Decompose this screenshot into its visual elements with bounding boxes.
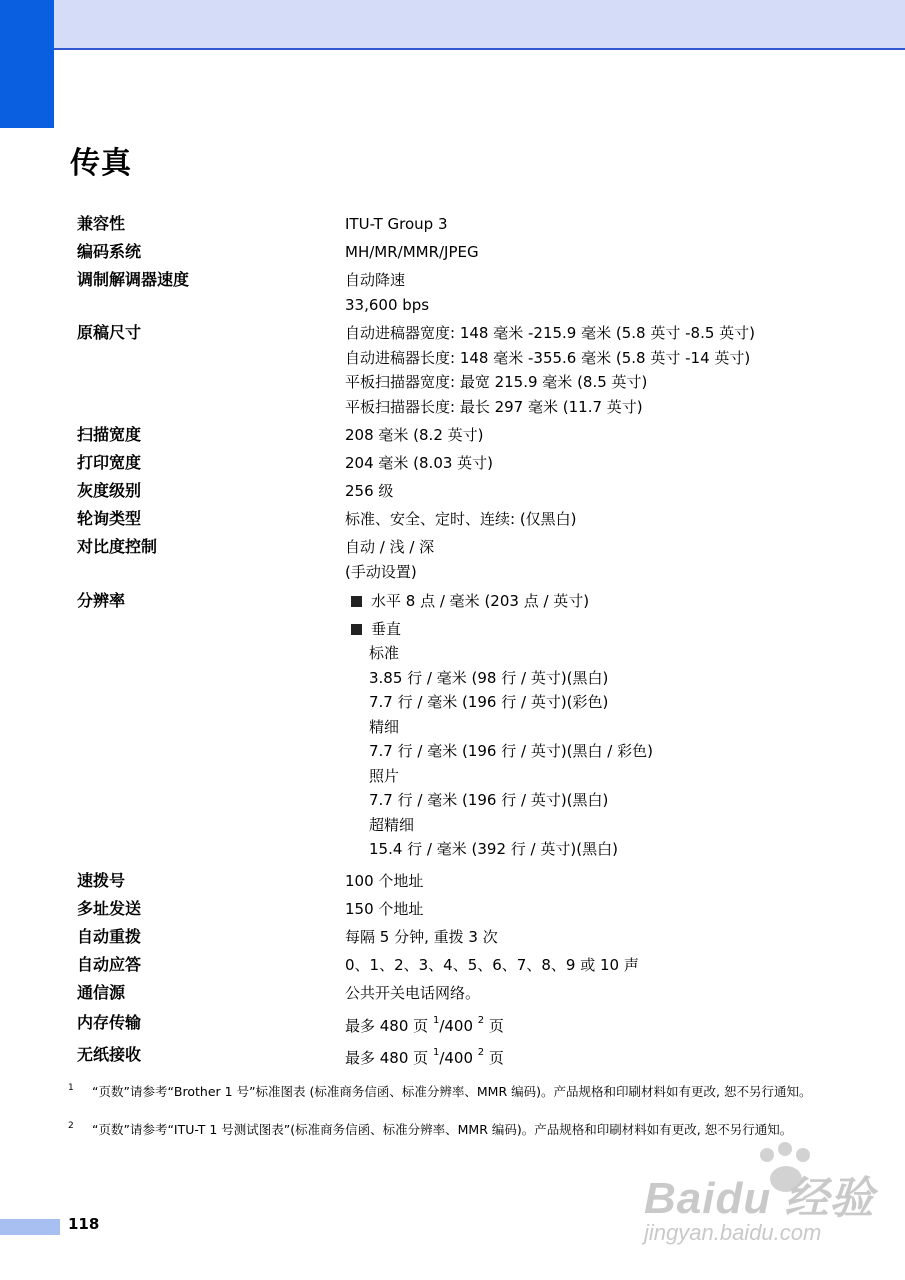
resolution-value: 15.4 行 / 毫米 (392 行 / 英寸)(黑白) <box>369 840 618 858</box>
bullet-square-icon <box>351 624 362 635</box>
spec-value: 208 毫米 (8.2 英寸) <box>345 426 484 444</box>
page-title: 传真 <box>70 146 132 181</box>
resolution-mode: 照片 <box>369 766 400 785</box>
header-band <box>0 0 905 50</box>
spec-value: 最多 480 页 $^1$/400 $^2$ 页 <box>345 1015 504 1035</box>
chapter-tab <box>0 0 54 128</box>
resolution-value: 3.85 行 / 毫米 (98 行 / 英寸)(黑白) <box>369 668 609 687</box>
spec-label: 对比度控制 <box>77 537 158 556</box>
spec-value: 100 个地址 <box>345 872 424 890</box>
resolution-horizontal: 水平 8 点 / 毫米 (203 点 / 英寸) <box>345 589 653 614</box>
page-number: 118 <box>68 1215 100 1233</box>
resolution-mode: 超精细 <box>369 815 415 834</box>
spec-label: 轮询类型 <box>77 509 142 528</box>
footnote-1: 1 “页数”请参考“Brother 1 号”标准图表 (标准商务信函、标准分辨率、MMR 编码)。产品规格和印刷材料如有更改, 恕不另行通知。 <box>68 1083 812 1099</box>
spec-value: 0、1、2、3、4、5、6、7、8、9 或 10 声 <box>345 956 639 974</box>
spec-value: ITU-T Group 3 <box>345 215 448 233</box>
footnote-2: 2 “页数”请参考“ITU-T 1 号测试图表”(标准商务信函、标准分辨率、MMR 编码)。产品规格和印刷材料如有更改, 恕不另行通知。 <box>68 1121 793 1137</box>
resolution-vertical: 垂直 <box>345 617 653 642</box>
spec-label: 分辨率 <box>77 591 126 610</box>
spec-label: 调制解调器速度 <box>77 270 190 289</box>
spec-value: 204 毫米 (8.03 英寸) <box>345 454 494 472</box>
spec-value: 平板扫描器长度: 最长 297 毫米 (11.7 英寸) <box>345 397 643 416</box>
footnote-ref: 1 <box>432 1047 440 1058</box>
footnote-ref: 1 <box>432 1015 440 1026</box>
watermark-url: jingyan.baidu.com <box>644 1220 822 1245</box>
spec-label: 内存传输 <box>77 1013 142 1032</box>
resolution-value: 7.7 行 / 毫米 (196 行 / 英寸)(黑白) <box>369 791 609 809</box>
paw-icon <box>760 1148 774 1162</box>
spec-label: 速拨号 <box>77 871 126 890</box>
spec-label: 扫描宽度 <box>77 425 142 444</box>
spec-value: 最多 480 页 $^1$/400 $^2$ 页 <box>345 1047 504 1067</box>
resolution-value: 7.7 行 / 毫米 (196 行 / 英寸)(黑白 / 彩色) <box>369 742 653 760</box>
footnote-ref: 2 <box>477 1047 485 1058</box>
resolution-mode: 标准 <box>369 644 400 662</box>
spec-label: 多址发送 <box>77 899 142 918</box>
spec-value: 公共开关电话网络。 <box>345 984 481 1002</box>
spec-label: 通信源 <box>77 983 126 1002</box>
bullet-square-icon <box>351 596 362 607</box>
spec-label: 编码系统 <box>77 242 142 261</box>
spec-value: 33,600 bps <box>345 295 430 314</box>
spec-label: 灰度级别 <box>77 481 142 500</box>
spec-value: 256 级 <box>345 482 394 500</box>
spec-label: 打印宽度 <box>77 453 142 472</box>
spec-value: 标准、安全、定时、连续: (仅黑白) <box>345 510 577 528</box>
spec-label: 兼容性 <box>77 214 126 233</box>
spec-label: 自动应答 <box>77 955 142 974</box>
spec-value: 自动降速 <box>345 271 406 289</box>
spec-value: 150 个地址 <box>345 900 424 918</box>
spec-value: (手动设置) <box>345 562 417 581</box>
footnote-ref: 2 <box>477 1015 485 1026</box>
watermark-logo: Baidu 经验 <box>644 1174 875 1223</box>
spec-value: 每隔 5 分钟, 重拨 3 次 <box>345 928 498 946</box>
spec-value: 自动 / 浅 / 深 <box>345 538 435 556</box>
spec-value: MH/MR/MMR/JPEG <box>345 243 479 261</box>
resolution-mode: 精细 <box>369 717 400 736</box>
watermark <box>640 1142 880 1272</box>
spec-label: 无纸接收 <box>77 1045 142 1064</box>
spec-value: 平板扫描器宽度: 最宽 215.9 毫米 (8.5 英寸) <box>345 373 648 391</box>
spec-label: 自动重拨 <box>77 927 142 946</box>
spec-value: 自动进稿器长度: 148 毫米 -355.6 毫米 (5.8 英寸 -14 英寸) <box>345 348 751 367</box>
spec-label: 原稿尺寸 <box>77 323 142 342</box>
spec-value: 自动进稿器宽度: 148 毫米 -215.9 毫米 (5.8 英寸 -8.5 英寸) <box>345 324 756 342</box>
resolution-value: 7.7 行 / 毫米 (196 行 / 英寸)(彩色) <box>369 693 609 711</box>
page-number-band <box>0 1219 60 1235</box>
